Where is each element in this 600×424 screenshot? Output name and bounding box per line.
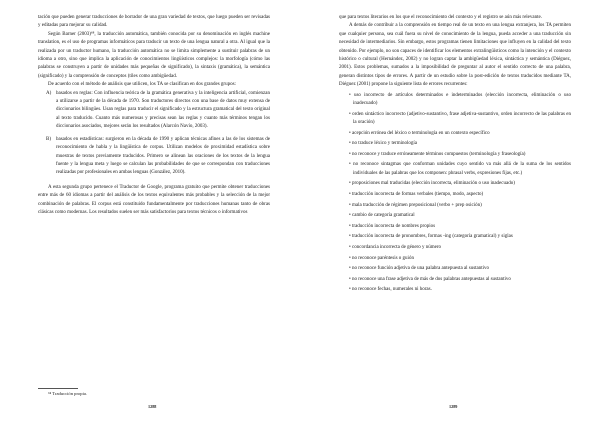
list-label: A)	[46, 90, 52, 96]
list-item: • no reconoce y traduce erróneamente términos compuestos (terminología y fraseología)	[339, 151, 571, 159]
list-text: basados en estadísticas: surgieron en la década de 1990 y aplican técnicas afines a las de los sistemas de reconocimiento de habla y la lingüística de corpus. Utilizan modelos de proximidad estadística sobre muestras de textos previamente traducidos. Primero se alinean las oraciones de los textos de la lengua fuente y la lengua meta y luego se calculan las probabilidades de que se correspondan con traducciones realizadas por profesionales en ambas lenguas (González, 2010).	[56, 136, 270, 176]
list-item: • proposiciones mal traducidas (elección incorrecta, eliminación o uso inadecuado)	[339, 180, 571, 188]
left-text-column	[38, 14, 270, 217]
right-text-column	[339, 14, 571, 297]
page-number: 1289	[449, 404, 458, 409]
list-item: • cambio de categoría gramatical	[339, 212, 571, 220]
paragraph: tación que pueden generar traducciones de borrador de una gran variedad de textos, que luego pueden ser revisadas y editadas para mejorar su calidad.	[38, 15, 270, 29]
list-item: • mala traducción de régimen preposicional (verbo + prep osición)	[339, 202, 571, 210]
paragraph: que para textos literarios en los que el reconocimiento del contexto y el registro se aún más relevante.	[339, 15, 542, 20]
list-item-b	[38, 136, 270, 178]
paragraph: Según Barner (2003)⁶⁸, la traducción automática, también conocida por su denominación en inglés machine translation, es el uso de programas informáticos para traducir un texto de una lengua natural a otra. Al igual que la realizada por un traductor humano, la traducción automática no se limita simplemente a sustituir palabras de un idioma a otro, sino que implica la aplicación de conocimientos lingüísticos complejos: la morfología (cómo las palabras se construyen a partir de unidades más pequeñas de significado), la sintaxis (gramática), la semántica (significado) y la comprensión de conceptos (tiles como ambigüedad.	[38, 31, 270, 79]
list-item: • no reconoce paréntesis o guión	[339, 255, 571, 263]
classification-list	[38, 90, 270, 178]
list-item: • traducción incorrecta de pronombres, formas -ing (categoría gramatical) y siglas	[339, 233, 571, 241]
list-label: B)	[46, 136, 51, 142]
list-item: • no reconoce sintagmas que conforman unidades cuyo sentido va más allá de la suma de los sentidos individuales de las palabras que los componen: phrasal verbs, expresiones fijas, etc.)	[339, 161, 571, 178]
footnote-rule	[38, 388, 78, 389]
list-item: • traducción incorrecta de nombres propios	[339, 223, 571, 231]
list-item: • concordancia incorrecta de género y número	[339, 244, 571, 252]
paragraph: A demás de contribuir a la comprensión en tiempo real de un texto en una lengua extranjera, los TA permiten que cualquier persona, sea cuál fuera su nivel de conocimiento de la lengua, pueda acceder a una traducción sin necesidad de intermediarios. Sin embargo, estos programas tienen limitaciones que influyen en la calidad del texto obtenido. Por ejemplo, no son capaces de identificar los elementos extralingüísticos como la intención y el contexto histórico o cultural (Hernández, 2002) y no logran captar la ambigüedad léxica, sintáctica y semántica (Diéguez, 2001). Estos problemas, sumados a la imposibilidad de preguntar al autor el sentido correcto de una palabra, generan distintos tipos de errores. A partir de un estudio sobre la post-edición de textos traducidos mediante TA, Diéguez (2001) propone la siguiente lista de errores recurrentes:	[339, 23, 571, 88]
list-item-a	[38, 90, 270, 132]
footnote: ⁶⁸ Traducción propia.	[48, 391, 88, 396]
list-item: • acepción errónea del léxico o terminología en un contexto específico	[339, 130, 571, 138]
page-number: 1288	[148, 404, 157, 409]
list-item: • no reconoce función adjetiva de una palabra antepuesta al sustantivo	[339, 265, 571, 273]
right-page	[300, 0, 600, 424]
list-item: • traducción incorrecta de formas verbales (tiempo, modo, aspecto)	[339, 191, 571, 199]
list-item: • no traduce léxico y terminología	[339, 140, 571, 148]
list-item: • uso incorrecto de artículos determinados e indeterminados (elección incorrecta, eliminación o uso inadecuado)	[339, 92, 571, 109]
paragraph: De acuerdo con el método de análisis que utilicen, los TA se clasifican en dos grandes grupos:	[48, 82, 236, 88]
list-item: • no reconoce fechas, numerales ni horas.	[339, 286, 571, 294]
list-text: basados en reglas: Con influencia teórica de la gramática generativa y la inteligencia artificial, comienzan a utilizarse a partir de la década de 1970. Son traductores directos con una base de datos muy extensa de diccionarios bilingües. Usan reglas para traducir el significado y la estructura gramatical del texto original al texto traducido. Cuanto más numerosas y precisas sean las reglas y cuanto más términos tengan los diccionarios asociados, mejores serán los resultados (Alarcón Navío, 2003).	[56, 90, 270, 130]
list-item: • orden sintáctico incorrecto (adjetivo-sustantivo, frase adjetiva-sustantivo, orden incorrecto de las palabras en la oración)	[339, 111, 571, 128]
paragraph: A esta segunda grupo pertenece el Traductor de Google, programa gratuito que permite obtener traducciones entre más de 60 idiomas a partir del análisis de los textos equivalentes más probables y la selección de la mejor combinación de palabras. El corpus está constituido fundamentalmente por traducciones humanas tanto de obras clásicas como modernas. Los resultados suelen ser más satisfactorios para textos técnicos o informativos	[38, 184, 270, 215]
error-list	[339, 92, 571, 295]
list-item: • no reconoce una frase adjetiva de más de dos palabras antepuestas al sustantivo	[339, 276, 571, 284]
